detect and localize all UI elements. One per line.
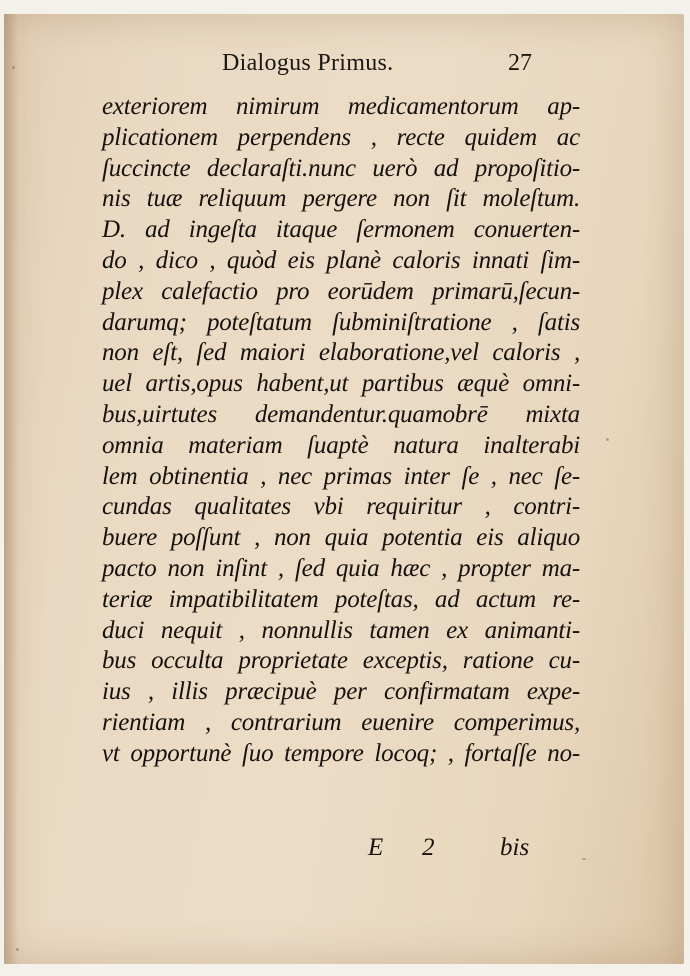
- text-line: cundas qualitates vbi requiritur , contri-: [102, 493, 580, 521]
- text-line: ſuccincte declaraſti.nunc uerò ad propoſitio-: [102, 154, 580, 182]
- text-line: omnia materiam ſuaptè natura inalterabi: [102, 431, 580, 459]
- text-line: rientiam , contrarium euenire comperimus,: [102, 708, 580, 736]
- text-line: buere poſſunt , non quia potentia eis aliquo: [102, 524, 580, 552]
- text-line: D. ad ingeſta itaque ſermonem conuerten-: [102, 216, 580, 244]
- text-line: ius , illis præcipuè per confirmatam expe-: [102, 678, 580, 706]
- signature-number: 2: [422, 834, 435, 861]
- signature-mark: [368, 834, 435, 862]
- text-line: non eſt, ſed maiori elaboratione,vel caloris ,: [102, 339, 580, 367]
- catchword: bis: [500, 834, 530, 861]
- text-line: duci nequit , nonnullis tamen ex animanti-: [102, 616, 580, 644]
- body-text: [102, 92, 580, 770]
- text-line: plex calefactio pro eorūdem primarū,ſecun-: [102, 277, 580, 305]
- page-number: 27: [508, 50, 532, 76]
- text-line: darumq; poteſtatum ſubminiſtratione , ſatis: [102, 308, 580, 336]
- signature-letter: E: [368, 834, 384, 861]
- text-line: uel artis,opus habent,ut partibus æquè omni-: [102, 370, 580, 398]
- paper-speck: [16, 948, 19, 951]
- text-line: bus,uirtutes demandentur.quamobrē mixta: [102, 400, 580, 428]
- text-line: vt opportunè ſuo tempore locoq; , fortaſſe no-: [102, 739, 580, 767]
- running-head: [4, 50, 684, 86]
- text-line: do , dico , quòd eis planè caloris innati ſim-: [102, 246, 580, 274]
- paper-speck: [582, 858, 586, 860]
- paper-speck: [12, 66, 15, 69]
- text-line: bus occulta proprietate exceptis, ratione cu-: [102, 647, 580, 675]
- text-line: plicationem perpendens , recte quidem ac: [102, 123, 580, 151]
- book-page: [4, 14, 684, 964]
- paper-speck: [606, 438, 609, 441]
- text-line: nis tuæ reliquum pergere non ſit moleſtum.: [102, 185, 580, 213]
- page-gutter-shadow: [4, 14, 18, 964]
- text-line: lem obtinentia , nec primas inter ſe , nec ſe-: [102, 462, 580, 490]
- text-line: pacto non inſint , ſed quia hæc , propter ma-: [102, 554, 580, 582]
- text-line: teriæ impatibilitatem poteſtas, ad actum re-: [102, 585, 580, 613]
- text-line: exteriorem nimirum medicamentorum ap-: [102, 93, 580, 120]
- running-head-title: Dialogus Primus.: [222, 50, 394, 76]
